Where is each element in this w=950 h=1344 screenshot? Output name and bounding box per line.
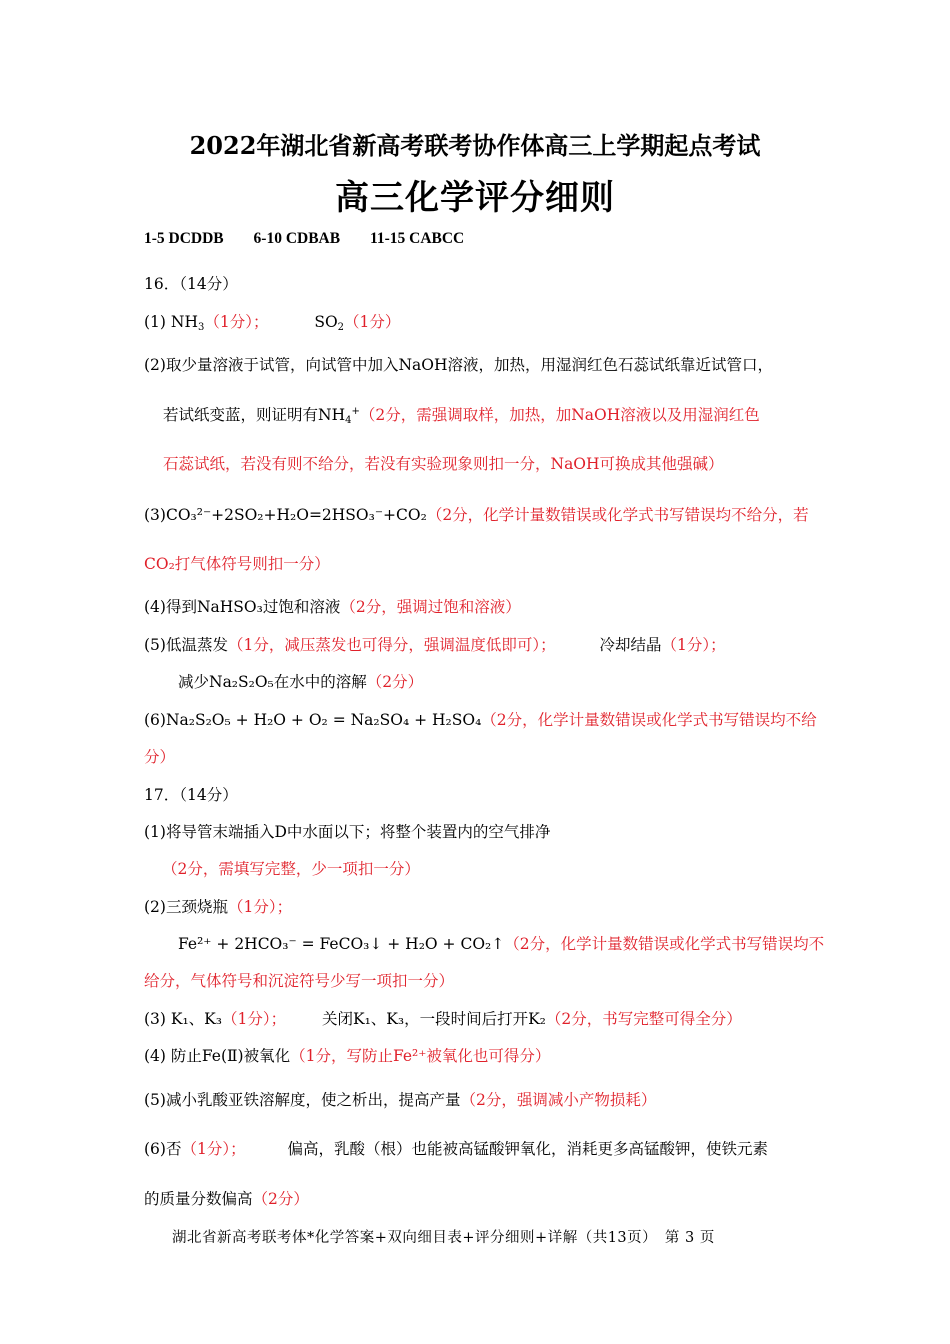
document-subtitle: 高三化学评分细则: [335, 178, 615, 218]
answers-1-5: 1-5 DCDDB: [144, 230, 224, 247]
q16-part5-line2: 减少Na₂S₂O₅在水中的溶解（2分）: [178, 673, 424, 691]
q16-part4: (4)得到NaHSO₃过饱和溶液（2分，强调过饱和溶液）: [144, 598, 521, 616]
q17-part2-line3: 给分，气体符号和沉淀符号少写一项扣一分）: [144, 972, 455, 990]
q16-part2-line1: (2)取少量溶液于试管，向试管中加入NaOH溶液，加热，用湿润红色石蕊试纸靠近试管口，: [144, 356, 773, 374]
page-footer: 湖北省新高考联考体*化学答案+双向细目表+评分细则+详解（共13页） 第 3 页: [172, 1230, 715, 1246]
q16-part3-line2: CO₂打气体符号则扣一分）: [144, 555, 330, 573]
q17-part1-note: （2分，需填写完整，少一项扣一分）: [162, 860, 420, 878]
q17-heading: 17．（14分）: [144, 786, 238, 804]
q17-part6: (6)否（1分）； 偏高，乳酸（根）也能被高锰酸钾氧化，消耗更多高锰酸钾，使铁元素: [144, 1140, 768, 1158]
q17-part2: (2)三颈烧瓶（1分）；: [144, 898, 293, 916]
answers-11-15: 11-15 CABCC: [369, 230, 465, 247]
q16-heading: 16．（14分）: [144, 275, 238, 293]
q16-part5: (5)低温蒸发（1分，减压蒸发也可得分，强调温度低即可）； 冷却结晶（1分）；: [144, 636, 726, 654]
q16-part2-line2: 若试纸变蓝，则证明有$NH_4^+(2$分，需强调取样，加热，加NaOH溶液以及用湿润红色: [163, 406, 760, 426]
q17-part4: (4) 防止Fe(Ⅱ)被氧化（1分，写防止Fe²⁺被氧化也可得分）: [144, 1047, 551, 1065]
q16-part6: (6)Na₂S₂O₅ + H₂O + O₂ = Na₂SO₄ + H₂SO₄（2分，化学计量数错误或化学式书写错误均不给: [144, 711, 817, 729]
exam-title: 2022年湖北省新高考联考协作体高三上学期起点考试: [189, 131, 761, 160]
multiple-choice-answers: [144, 230, 490, 248]
q16-part6-line2: 分）: [144, 748, 176, 766]
q17-part6-line2: 的质量分数偏高（2分）: [144, 1190, 309, 1208]
q17-part5: (5)减小乳酸亚铁溶解度，使之析出，提高产量（2分，强调减小产物损耗）: [144, 1091, 657, 1109]
q16-part3: (3)CO₃²⁻+2SO₂+H₂O=2HSO₃⁻+CO₂（2分，化学计量数错误或化学式书写错误均不给分，若: [144, 506, 809, 524]
q16-part2-line3: 石蕊试纸，若没有则不给分，若没有实验现象则扣一分，NaOH可换成其他强碱）: [163, 455, 724, 473]
answers-6-10: 6-10 CDBAB: [253, 230, 341, 247]
q17-part1: (1)将导管末端插入D中水面以下；将整个装置内的空气排净: [144, 823, 551, 841]
q16-part1: (1) $NH_3(1$分）； $SO_2(1$分）: [144, 313, 401, 333]
q17-part2-equation: Fe²⁺ + 2HCO₃⁻ = FeCO₃↓ + H₂O + CO₂↑（2分，化学计量数错误或化学式书写错误均不: [178, 935, 825, 953]
q17-part3: (3) K₁、K₃（1分）； 关闭K₁、K₃，一段时间后打开K₂（2分，书写完整可得全分）: [144, 1010, 742, 1028]
